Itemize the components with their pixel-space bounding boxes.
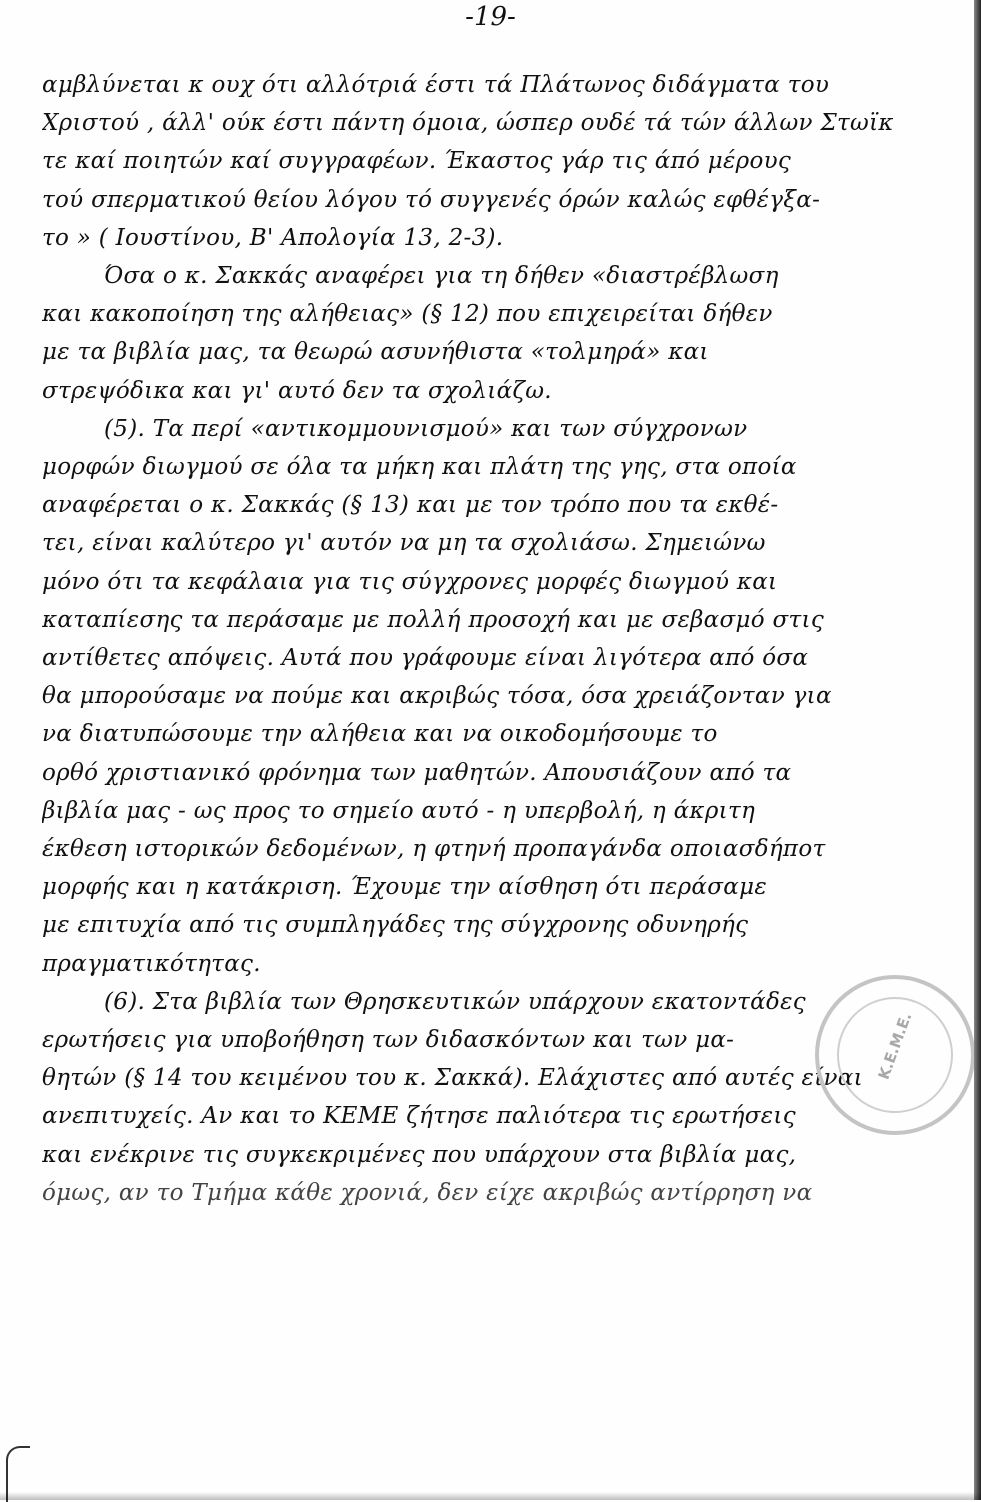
text-line: αντίθετες απόψεις. Αυτά που γράφουμε είναι λιγότερα από όσα: [42, 645, 809, 672]
text-line: μορφής και η κατάκριση. Έχουμε την αίσθηση ότι περάσαμε: [42, 874, 767, 901]
text-line: ορθό χριστιανικό φρόνημα των μαθητών. Απουσιάζουν από τα: [42, 759, 792, 786]
text-line: ερωτήσεις για υποβοήθηση των διδασκόντων και των μα-: [42, 1027, 735, 1054]
text-line: να διατυπώσουμε την αλήθεια και να οικοδομήσουμε το: [42, 721, 718, 748]
text-line: όμως, αν το Τμήμα κάθε χρονιά, δεν είχε ακριβώς αντίρρηση να: [42, 1179, 813, 1206]
text-line: με επιτυχία από τις συμπληγάδες της σύγχρονης οδυνηρής: [42, 912, 749, 939]
text-line: και κακοποίηση της αλήθειας» (§ 12) που επιχειρείται δήθεν: [42, 301, 773, 328]
page-bottom-shadow: [0, 1492, 981, 1500]
text-line: στρεψόδικα και γι' αυτό δεν τα σχολιάζω.: [42, 377, 552, 404]
text-line: καταπίεσης τα περάσαμε με πολλή προσοχή και με σεβασμό στις: [42, 606, 825, 633]
text-line: μόνο ότι τα κεφάλαια για τις σύγχρονες μορφές διωγμού και: [42, 568, 778, 595]
stamp-label: Κ.Ε.Μ.Ε.: [874, 1010, 916, 1082]
text-line: ανεπιτυχείς. Αν και το ΚΕΜΕ ζήτησε παλιότερα τις ερωτήσεις: [42, 1103, 796, 1130]
text-line: με τα βιβλία μας, τα θεωρώ ασυνήθιστα «τολμηρά» και: [42, 339, 709, 366]
text-line: βιβλία μας - ως προς το σημείο αυτό - η υπερβολή, η άκριτη: [42, 797, 756, 824]
text-line: αναφέρεται ο κ. Σακκάς (§ 13) και με τον τρόπο που τα εκθέ-: [42, 492, 779, 519]
text-line: (6). Στα βιβλία των Θρησκευτικών υπάρχουν εκατοντάδες: [104, 988, 806, 1015]
text-line: Όσα ο κ. Σακκάς αναφέρει για τη δήθεν «διαστρέβλωση: [104, 263, 779, 290]
text-line: έκθεση ιστορικών δεδομένων, η φτηνή προπαγάνδα οποιασδήποτ: [42, 836, 826, 863]
page-number: -19-: [465, 2, 516, 32]
page-edge-shadow: [974, 0, 981, 1500]
institution-stamp: [815, 975, 975, 1135]
text-line: (5). Τα περί «αντικομμουνισμού» και των σύγχρονων: [104, 415, 748, 442]
text-line: πραγματικότητας.: [42, 950, 261, 977]
text-line: τού σπερματικού θείου λόγου τό συγγενές όρών καλώς εφθέγξα-: [42, 186, 821, 213]
text-line: Χριστού , άλλ' ούκ έστι πάντη όμοια, ώσπερ ουδέ τά τών άλλων Στωϊκ: [42, 110, 894, 137]
text-line: θητών (§ 14 του κειμένου του κ. Σακκά). Ελάχιστες από αυτές είναι: [42, 1065, 863, 1092]
text-line: θα μπορούσαμε να πούμε και ακριβώς τόσα, όσα χρειάζονταν για: [42, 683, 832, 710]
text-line: και ενέκρινε τις συγκεκριμένες που υπάρχουν στα βιβλία μας,: [42, 1141, 797, 1168]
text-line: αμβλύνεται κ ουχ ότι αλλότριά έστι τά Πλάτωνος διδάγματα του: [42, 72, 830, 98]
text-line: το » ( Ιουστίνου, Β' Απολογία 13, 2-3).: [42, 224, 504, 251]
text-line: μορφών διωγμού σε όλα τα μήκη και πλάτη της γης, στα οποία: [42, 454, 797, 481]
text-line: τει, είναι καλύτερο γι' αυτόν να μη τα σχολιάσω. Σημειώνω: [42, 530, 766, 557]
text-line: τε καί ποιητών καί συγγραφέων. Έκαστος γάρ τις άπό μέρους: [42, 148, 792, 175]
